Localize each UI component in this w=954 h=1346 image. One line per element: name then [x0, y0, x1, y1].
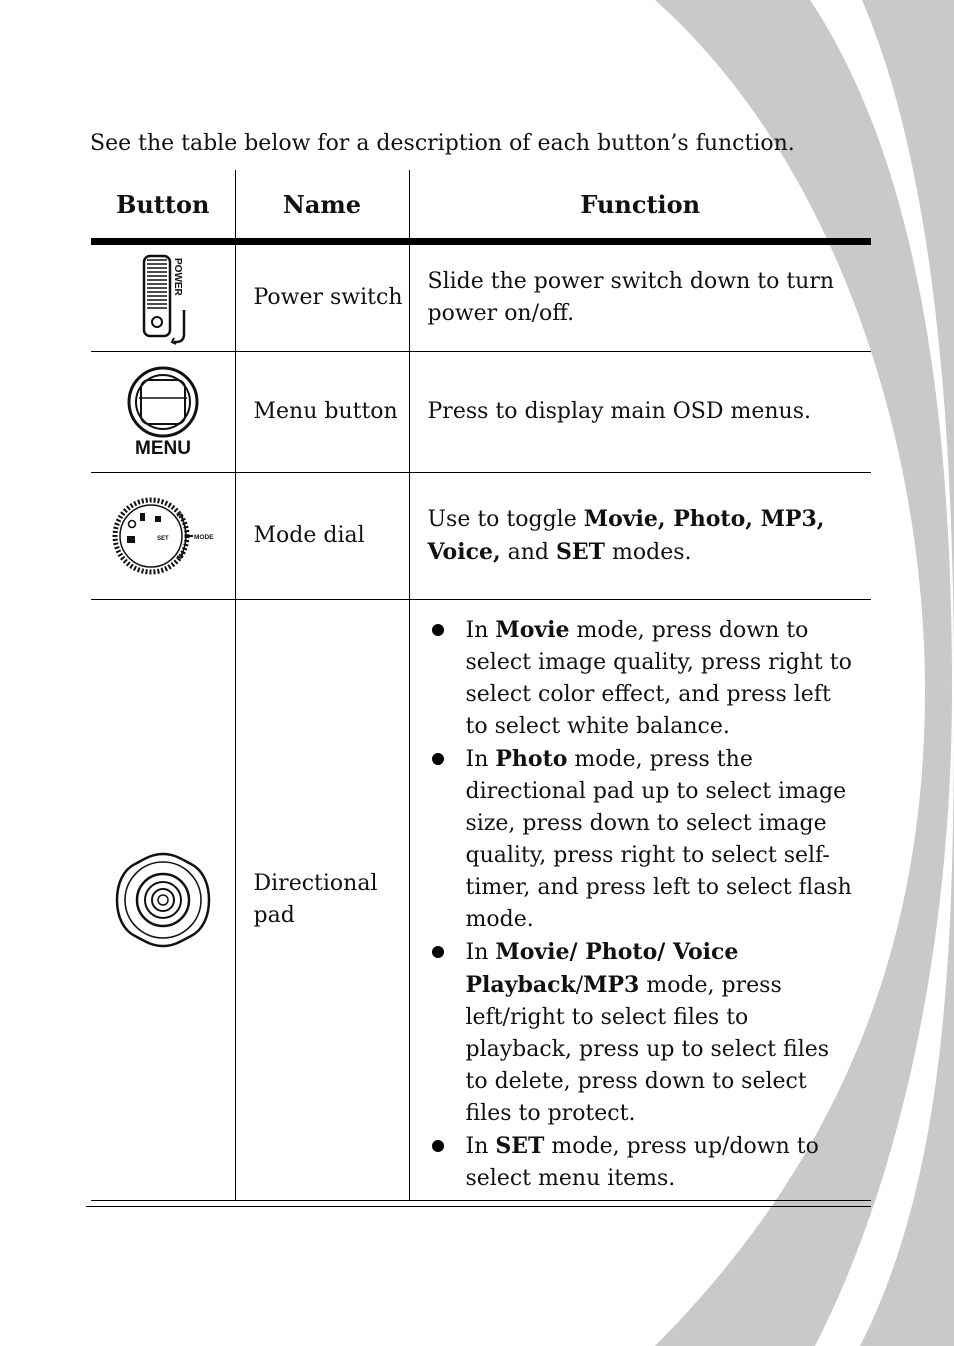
button-function-table [91, 170, 871, 1201]
button-name: Directional pad [235, 600, 409, 1201]
button-function [409, 473, 871, 600]
bottom-rule [86, 1206, 871, 1207]
power-label: POWER [171, 258, 183, 296]
list-item [428, 743, 856, 936]
bullet-bold: SET [495, 1133, 545, 1159]
mode-label: MODE [193, 534, 214, 541]
bullet-text: In [465, 618, 496, 643]
function-text: modes. [605, 540, 692, 565]
bullet-text: mode, press the directional pad up to select image size, press down to select image quality, press right to select self-timer, and press left to select flash mode. [465, 747, 852, 932]
header-button: Button [91, 170, 235, 242]
mode-dial-icon [107, 494, 219, 578]
bullet-bold: Movie [495, 617, 570, 643]
bullet-text: / [575, 973, 584, 998]
button-icon-cell [91, 600, 235, 1201]
list-item [428, 1130, 856, 1195]
function-bullet-list [428, 600, 872, 1195]
intro-text: See the table below for a description of each button’s function. [90, 131, 795, 156]
menu-button-icon [123, 362, 203, 462]
bullet-bold: MP3 [583, 972, 640, 998]
button-function: Slide the power switch down to turn power on/off. [409, 242, 871, 352]
button-name: Mode dial [235, 473, 409, 600]
table-header-row [91, 170, 871, 242]
bullet-text: mode, press left/right to select files to playback, press up to select files to delete, press down to select files to protect. [465, 973, 830, 1126]
directional-pad-icon [113, 850, 213, 950]
function-text: and [500, 540, 556, 565]
power-switch-icon [128, 250, 198, 346]
list-item [428, 936, 856, 1130]
bullet-text: In [465, 747, 496, 772]
bullet-icon [428, 743, 466, 936]
set-label: SET [156, 536, 169, 542]
bullet-icon [428, 1130, 466, 1195]
menu-label: MENU [134, 438, 191, 459]
table-row [91, 600, 871, 1201]
button-icon-cell [91, 473, 235, 600]
button-function: Press to display main OSD menus. [409, 352, 871, 473]
bullet-text: mode, press up/down to select menu items. [465, 1134, 819, 1191]
list-item [428, 614, 856, 743]
function-text: Use to toggle [427, 507, 584, 532]
header-name: Name [235, 170, 409, 242]
bullet-text: In [465, 1134, 496, 1159]
bullet-icon [428, 614, 466, 743]
bullet-text: In [465, 940, 496, 965]
bullet-bold: Photo [495, 746, 568, 772]
button-name: Menu button [235, 352, 409, 473]
button-function [409, 600, 871, 1201]
button-icon-cell [91, 242, 235, 352]
button-name: Power switch [235, 242, 409, 352]
function-bold-modes: Movie, Photo, MP3, Voice, [427, 506, 825, 565]
bullet-text: mode, press down to select image quality, press right to select color effect, and press left to select white balance. [465, 618, 852, 739]
table-row [91, 473, 871, 600]
bullet-icon [428, 936, 466, 1130]
table-row [91, 242, 871, 352]
table-row [91, 352, 871, 473]
bullet-bold: Movie/ Photo/ Voice Playback [465, 939, 739, 998]
function-bold-set: SET [556, 539, 606, 565]
button-icon-cell [91, 352, 235, 473]
header-function: Function [409, 170, 871, 242]
